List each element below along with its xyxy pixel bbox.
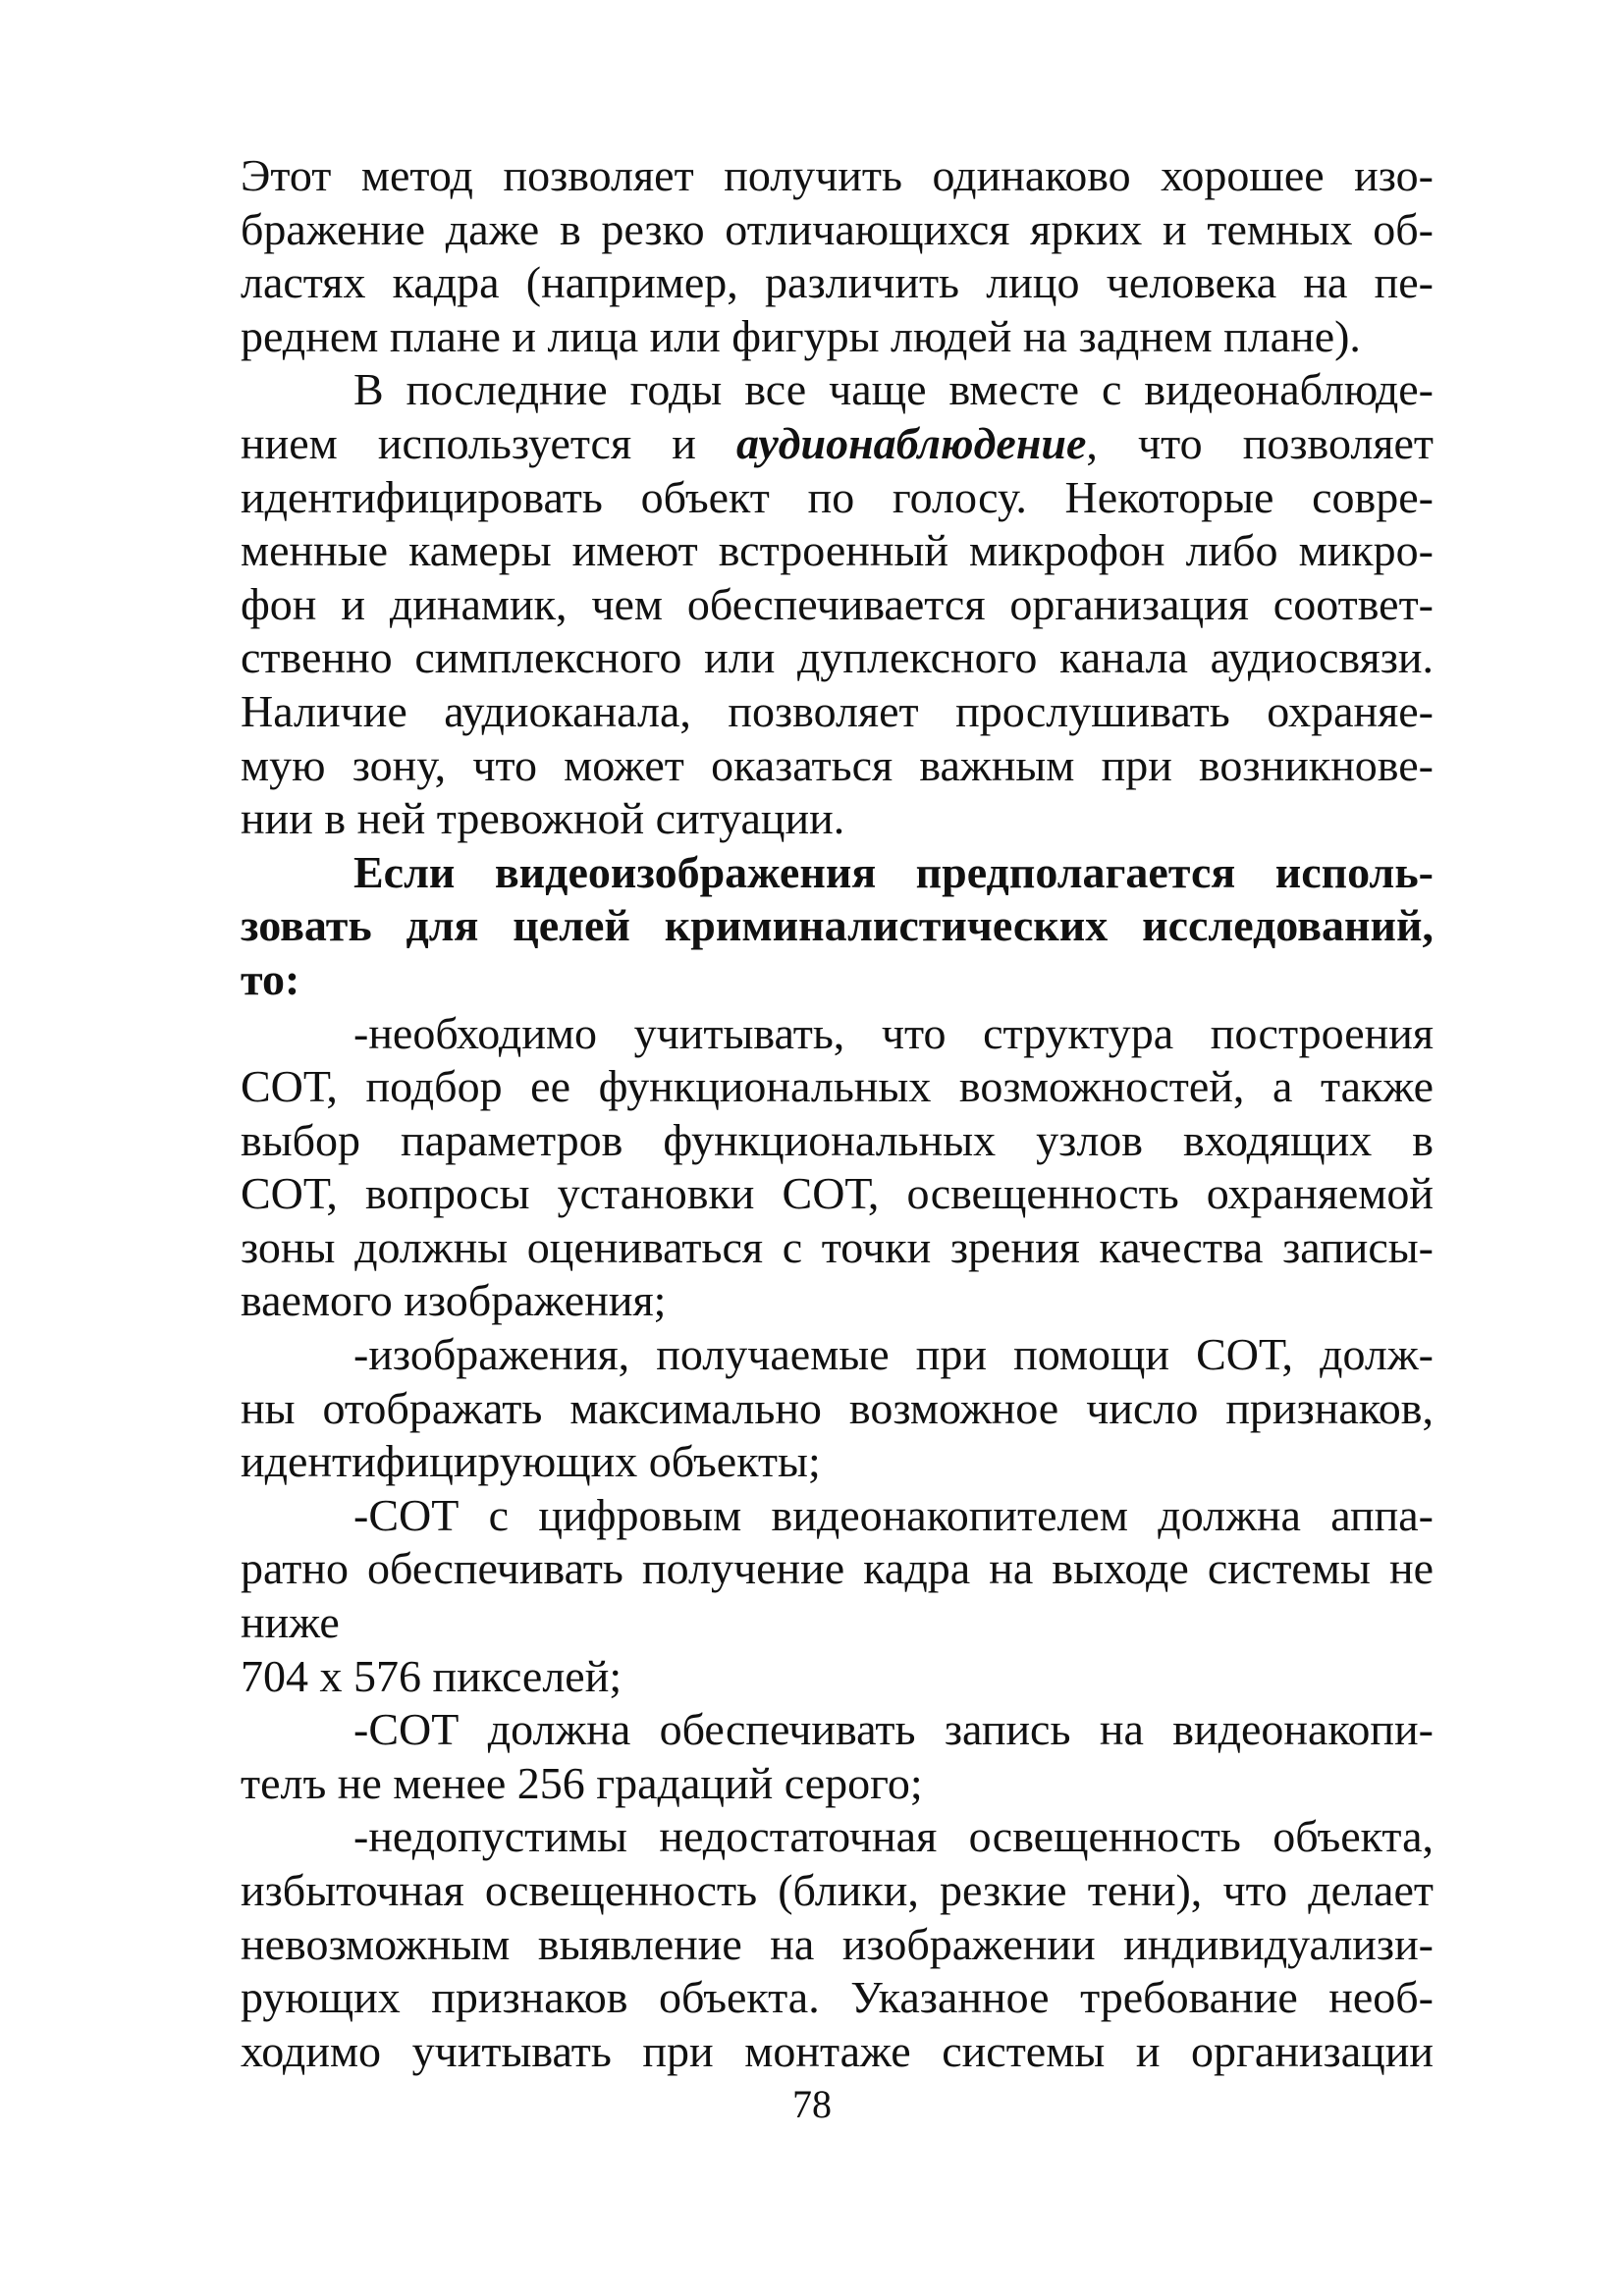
text-line: менные камеры имеют встроенный микрофон либо микро-: [241, 525, 1434, 576]
text-line: -СОТ должна обеспечивать запись на видеонакопи-: [353, 1704, 1434, 1755]
text-line: зоны должны оцениваться с точки зрения качества записы-: [241, 1221, 1434, 1272]
text-line: ны отображать максимально возможное число признаков,: [241, 1382, 1434, 1433]
text-line: СОТ, подбор ее функциональных возможностей, а также: [241, 1061, 1434, 1112]
text-line: бражение даже в резко отличающихся ярких и темных об-: [241, 203, 1434, 254]
text-line: -недопустимы недостаточная освещенность объекта,: [353, 1811, 1434, 1862]
text-line: фон и динамик, чем обеспечивается организация соответ-: [241, 578, 1434, 629]
text-line: выбор параметров функциональных узлов входящих в: [241, 1114, 1434, 1165]
text-line: идентифицирующих объекты;: [241, 1436, 821, 1487]
text-line: Этот метод позволяет получить одинаково хорошее изо-: [241, 150, 1434, 200]
text-line: ластях кадра (например, различить лицо человека на пе-: [241, 257, 1434, 308]
text-line: Наличие аудиоканала, позволяет прослушивать охраняе-: [241, 685, 1434, 736]
text-line: нии в ней тревожной ситуации.: [241, 793, 845, 844]
page-body: [241, 149, 1434, 2078]
text-line: рующих признаков объекта. Указанное требование необ-: [241, 1972, 1434, 2023]
text-line: избыточная освещенность (блики, резкие тени), что делает: [241, 1865, 1434, 1915]
text-line: -необходимо учитывать, что структура построения: [353, 1007, 1434, 1058]
text-fragment: , что позволяет: [1086, 417, 1434, 468]
text-line: мую зону, что может оказаться важным при возникнове-: [241, 739, 1434, 790]
text-line: СОТ, вопросы установки СОТ, освещенность охраняемой: [241, 1168, 1434, 1219]
emphasized-term: аудионаблюдение: [736, 417, 1087, 468]
text-line: телъ не менее 256 градаций серого;: [241, 1757, 923, 1808]
text-line: В последние годы все чаще вместе с видеонаблюде-: [353, 364, 1434, 415]
text-line: ственно симплексного или дуплексного канала аудиосвязи.: [241, 632, 1434, 683]
bold-heading-line: зовать для целей криминалистических исследований,: [241, 900, 1434, 951]
text-line: -изображения, получаемые при помощи СОТ, долж-: [353, 1329, 1434, 1380]
text-line: реднем плане и лица или фигуры людей на заднем плане).: [241, 310, 1361, 361]
text-line: ваемого изображения;: [241, 1275, 667, 1326]
text-line: 704 x 576 пикселей;: [241, 1650, 623, 1701]
bold-heading-line: то:: [241, 953, 300, 1004]
text-line: невозможным выявление на изображении индивидуализи-: [241, 1918, 1434, 1969]
text-line-mixed: [241, 417, 1434, 471]
text-line: -СОТ с цифровым видеонакопителем должна аппа-: [353, 1489, 1434, 1540]
text-fragment: нием используется и: [241, 417, 696, 468]
text-line: идентифицировать объект по голосу. Некоторые совре-: [241, 471, 1434, 522]
bold-heading-line: Если видеоизображения предполагается исполь-: [353, 846, 1434, 897]
text-line: ходимо учитывать при монтаже системы и организации: [241, 2025, 1434, 2076]
text-line: ратно обеспечивать получение кадра на выходе системы не: [241, 1543, 1434, 1594]
page-number: 78: [792, 2082, 832, 2126]
text-line: ниже: [241, 1597, 340, 1648]
